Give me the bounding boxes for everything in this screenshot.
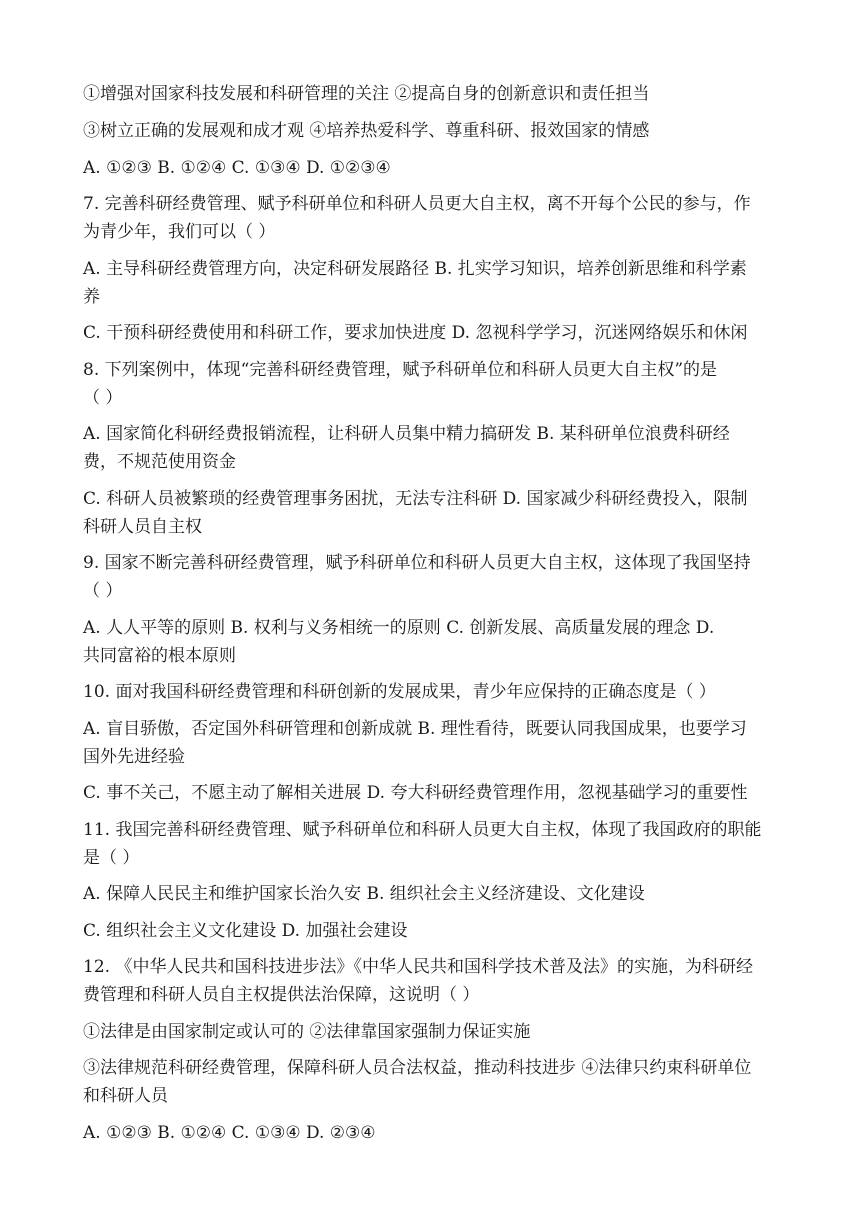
question-11-line-1: 11. 我国完善科研经费管理、赋予科研单位和科研人员更大自主权，体现了我国政府的职能 <box>83 820 762 840</box>
question-9-line-2: （ ） <box>83 581 123 601</box>
q8-choices-ab-line-2: 费，不规范使用资金 <box>83 452 236 472</box>
q11-choices-cd: C. 组织社会主义文化建设 D. 加强社会建设 <box>83 921 408 941</box>
q12-statements-line-1: ①法律是由国家制定或认可的 ②法律靠国家强制力保证实施 <box>83 1022 531 1042</box>
q9-choices-line-2: 共同富裕的根本原则 <box>83 646 236 666</box>
question-11-line-2: 是（ ） <box>83 848 140 868</box>
q12-statements-line-3: 和科研人员 <box>83 1086 168 1106</box>
question-10: 10. 面对我国科研经费管理和科研创新的发展成果，青少年应保持的正确态度是（ ） <box>83 682 716 702</box>
question-12-line-2: 费管理和科研人员自主权提供法治保障，这说明（ ） <box>83 985 480 1005</box>
q10-choices-cd: C. 事不关己，不愿主动了解相关进展 D. 夸大科研经费管理作用，忽视基础学习的重要性 <box>83 783 748 803</box>
question-9-line-1: 9. 国家不断完善科研经费管理，赋予科研单位和科研人员更大自主权，这体现了我国坚持 <box>83 553 751 573</box>
q8-choices-cd-line-1: C. 科研人员被繁琐的经费管理事务困扰，无法专注科研 D. 国家减少科研经费投入，限制 <box>83 489 748 509</box>
q8-choices-ab-line-1: A. 国家简化科研经费报销流程，让科研人员集中精力搞研发 B. 某科研单位浪费科研经 <box>83 424 730 444</box>
option-statements-line-1: ①增强对国家科技发展和科研管理的关注 ②提高自身的创新意识和责任担当 <box>83 84 650 104</box>
question-7-line-2: 为青少年，我们可以（ ） <box>83 222 276 242</box>
question-7-line-1: 7. 完善科研经费管理、赋予科研单位和科研人员更大自主权，离不开每个公民的参与，作 <box>83 194 751 214</box>
answer-choices-q6: A. ①②③ B. ①②④ C. ①③④ D. ①②③④ <box>83 158 391 178</box>
question-8-line-2: （ ） <box>83 388 123 408</box>
q12-statements-line-2: ③法律规范科研经费管理，保障科研人员合法权益，推动科技进步 ④法律只约束科研单位 <box>83 1058 752 1078</box>
q10-choices-ab-line-1: A. 盲目骄傲，否定国外科研管理和创新成就 B. 理性看待，既要认同我国成果，也要学习 <box>83 719 747 739</box>
q7-choices-cd: C. 干预科研经费使用和科研工作，要求加快进度 D. 忽视科学学习，沉迷网络娱乐和休闲 <box>83 323 748 343</box>
q7-choices-ab-line-1: A. 主导科研经费管理方向，决定科研发展路径 B. 扎实学习知识，培养创新思维和科学素 <box>83 259 747 279</box>
q12-answer-choices: A. ①②③ B. ①②④ C. ①③④ D. ②③④ <box>83 1123 376 1143</box>
q7-choices-ab-line-2: 养 <box>83 287 100 307</box>
q10-choices-ab-line-2: 国外先进经验 <box>83 747 185 767</box>
option-statements-line-2: ③树立正确的发展观和成才观 ④培养热爱科学、尊重科研、报效国家的情感 <box>83 121 650 141</box>
question-12-line-1: 12. 《中华人民共和国科技进步法》《中华人民共和国科学技术普及法》的实施，为科研经 <box>83 957 753 977</box>
q9-choices-line-1: A. 人人平等的原则 B. 权利与义务相统一的原则 C. 创新发展、高质量发展的理念 D. <box>83 618 715 638</box>
q8-choices-cd-line-2: 科研人员自主权 <box>83 517 202 537</box>
q11-choices-ab: A. 保障人民民主和维护国家长治久安 B. 组织社会主义经济建设、文化建设 <box>83 884 645 904</box>
question-8-line-1: 8. 下列案例中，体现“完善科研经费管理，赋予科研单位和科研人员更大自主权”的是 <box>83 360 718 380</box>
